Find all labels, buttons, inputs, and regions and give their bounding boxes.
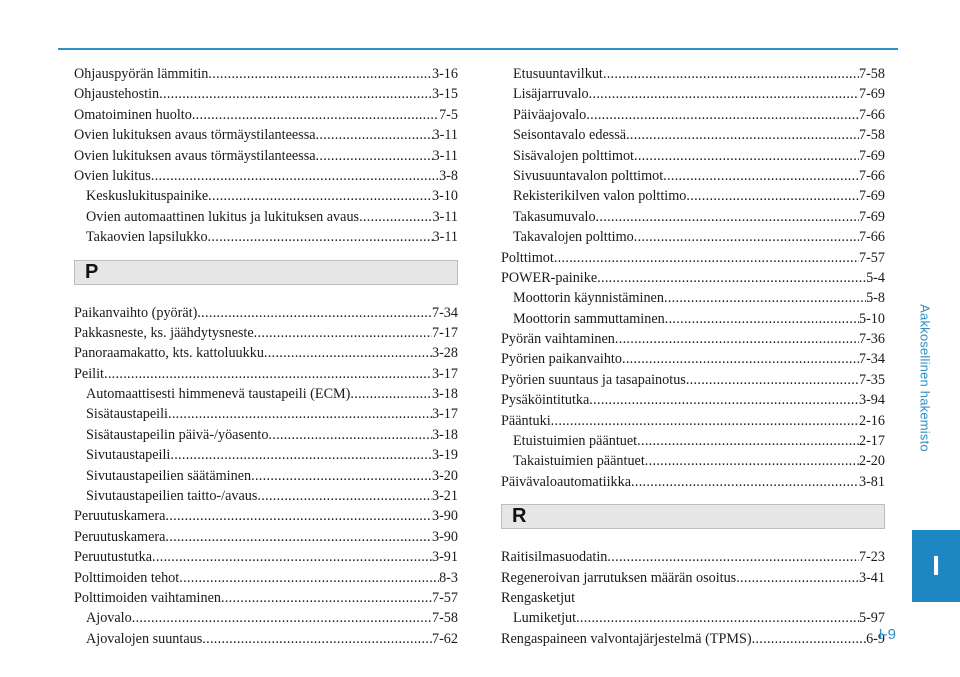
entry-page-ref: 7-69 (858, 86, 885, 103)
dot-leader (663, 166, 859, 186)
entry-page-ref: 7-5 (439, 106, 458, 123)
dot-leader (152, 547, 432, 567)
dot-leader (165, 527, 432, 547)
index-subentry (74, 466, 458, 486)
entry-page-ref: 3-17 (431, 365, 458, 382)
dot-leader (634, 227, 859, 247)
dot-leader (104, 364, 432, 384)
dot-leader (221, 588, 432, 608)
entry-text: Ajovalo (86, 610, 132, 627)
entry-text: Sisätaustapeili (86, 406, 168, 423)
entry-page-ref: 3-18 (431, 386, 458, 403)
dot-leader (736, 568, 859, 588)
entry-page-ref: 7-69 (858, 188, 885, 205)
index-subentry (501, 125, 885, 145)
dot-leader (752, 629, 867, 649)
entry-page-ref: 7-36 (858, 331, 885, 348)
entry-page-ref: 7-69 (858, 208, 885, 225)
dot-leader (686, 186, 859, 206)
dot-leader (170, 445, 432, 465)
index-entry (501, 390, 885, 410)
entry-page-ref: 3-90 (431, 508, 458, 525)
dot-leader (179, 568, 439, 588)
entry-page-ref: 7-57 (858, 249, 885, 266)
dot-leader (316, 146, 433, 166)
dot-leader (607, 547, 859, 567)
entry-text: Ohjaustehostin (74, 86, 160, 103)
dot-leader (165, 506, 432, 526)
dot-leader (208, 186, 432, 206)
entry-page-ref: 7-23 (858, 549, 885, 566)
entry-text: Sivusuuntavalon polttimot (513, 167, 664, 184)
dot-leader (554, 248, 859, 268)
index-entry (501, 411, 885, 431)
entry-page-ref: 3-19 (431, 447, 458, 464)
dot-leader (257, 486, 432, 506)
dot-leader (316, 125, 433, 145)
entry-page-ref: 2-16 (858, 412, 885, 429)
index-subentry (74, 227, 458, 247)
dot-leader (589, 390, 859, 410)
index-entry (501, 349, 885, 369)
entry-page-ref: 7-69 (858, 147, 885, 164)
header-rule (58, 48, 898, 50)
index-entry (501, 268, 885, 288)
entry-page-ref: 5-97 (858, 610, 885, 627)
index-entry (501, 629, 885, 649)
entry-page-ref: 7-58 (858, 66, 885, 82)
index-subentry (74, 629, 458, 649)
entry-text: Ajovalojen suuntaus (86, 630, 203, 647)
index-subentry (74, 445, 458, 465)
index-subentry (74, 425, 458, 445)
dot-leader (631, 472, 859, 492)
dot-leader (622, 349, 859, 369)
entry-text: Pakkasneste, ks. jäähdytysneste (74, 324, 254, 341)
dot-leader (686, 370, 859, 390)
entry-page-ref: 6-9 (866, 630, 885, 647)
dot-leader (192, 105, 439, 125)
dot-leader (637, 431, 859, 451)
index-subentry (501, 288, 885, 308)
page-number: I-9 (878, 626, 896, 643)
entry-text: Moottorin käynnistäminen (513, 290, 664, 307)
entry-text: Rengasketjut (501, 589, 576, 606)
entry-page-ref: 3-81 (858, 473, 885, 490)
entry-text: Peilit (74, 365, 104, 382)
dot-leader (603, 64, 859, 84)
dot-leader (626, 125, 859, 145)
entry-text: Päiväajovalo (513, 106, 587, 123)
entry-text: Polttimot (501, 249, 554, 266)
index-column-left (74, 64, 458, 649)
dot-leader (615, 329, 859, 349)
dot-leader (151, 166, 439, 186)
entry-page-ref: 3-11 (432, 127, 458, 144)
dot-leader (208, 64, 432, 84)
entry-page-ref: 7-35 (858, 371, 885, 388)
index-subentry (74, 186, 458, 206)
entry-page-ref: 3-10 (431, 188, 458, 205)
index-letter-heading: R (501, 504, 885, 529)
index-subentry (74, 404, 458, 424)
entry-page-ref: 3-94 (858, 392, 885, 409)
index-entry (501, 472, 885, 492)
entry-page-ref: 3-15 (431, 86, 458, 103)
dot-leader (596, 207, 859, 227)
entry-text: Takavalojen polttimo (513, 229, 634, 246)
index-column-right (501, 64, 885, 649)
entry-page-ref: 7-34 (431, 304, 458, 321)
entry-page-ref: 7-58 (858, 127, 885, 144)
entry-page-ref: 7-66 (858, 106, 885, 123)
index-subentry (501, 227, 885, 247)
entry-text: Sivutaustapeilien säätäminen (86, 467, 252, 484)
entry-text: Peruutuskamera (74, 528, 166, 545)
section-tab-label: Aakkosellinen hakemisto (917, 304, 933, 452)
index-entry (74, 364, 458, 384)
entry-text: Rekisterikilven valon polttimo (513, 188, 687, 205)
entry-page-ref: 3-20 (431, 467, 458, 484)
entry-text: Takasumuvalo (513, 208, 596, 225)
index-entry (74, 547, 458, 567)
index-entry (74, 125, 458, 145)
entry-text: Raitisilmasuodatin (501, 549, 608, 566)
entry-page-ref: 7-62 (431, 630, 458, 647)
entry-page-ref: 7-17 (431, 324, 458, 341)
entry-text: Sivutaustapeilien taitto-/avaus (86, 488, 258, 505)
entry-text: Sisätaustapeilin päivä-/yöasento (86, 426, 269, 443)
entry-page-ref: 2-20 (858, 453, 885, 470)
dot-leader (208, 227, 433, 247)
entry-text: Pääntuki (501, 412, 551, 429)
index-subentry (501, 309, 885, 329)
entry-text: Ovien automaattinen lukitus ja lukituksen avaus (86, 208, 360, 225)
entry-text: Päivävaloautomatiikka (501, 473, 632, 490)
entry-page-ref: 3-91 (431, 549, 458, 566)
index-entry (74, 146, 458, 166)
entry-text: Lumiketjut (513, 610, 577, 627)
entry-text: Pyörien paikanvaihto (501, 351, 622, 368)
entry-text: Takaovien lapsilukko (86, 229, 208, 246)
entry-page-ref: 7-58 (431, 610, 458, 627)
dot-leader (359, 207, 432, 227)
entry-text: Paikanvaihto (pyörät) (74, 304, 198, 321)
entry-page-ref: 7-66 (858, 229, 885, 246)
index-entry (74, 303, 458, 323)
index-subentry (501, 451, 885, 471)
entry-text: Sivutaustapeili (86, 447, 171, 464)
entry-page-ref: 2-17 (858, 433, 885, 450)
section-tab-letter: I (912, 530, 960, 602)
entry-text: Omatoiminen huolto (74, 106, 192, 123)
dot-leader (551, 411, 859, 431)
entry-text: Automaattisesti himmenevä taustapeili (ECM) (86, 386, 351, 403)
entry-text: Pyörän vaihtaminen (501, 331, 615, 348)
entry-text: Pysäköintitutka (501, 392, 590, 409)
dot-leader (168, 404, 432, 424)
entry-text: Peruutuskamera (74, 508, 166, 525)
index-entry (74, 166, 458, 186)
index-letter-heading: P (74, 260, 458, 285)
dot-leader (132, 608, 432, 628)
entry-text: Takaistuimien pääntuet (513, 453, 645, 470)
entry-page-ref: 7-57 (431, 589, 458, 606)
entry-text: Lisäjarruvalo (513, 86, 589, 103)
entry-page-ref: 3-17 (431, 406, 458, 423)
entry-text: Keskuslukituspainike (86, 188, 209, 205)
entry-page-ref: 3-90 (431, 528, 458, 545)
entry-page-ref: 7-66 (858, 167, 885, 184)
entry-text: Etusuuntavilkut (513, 66, 603, 82)
entry-page-ref: 3-11 (432, 208, 458, 225)
entry-text: POWER-painike (501, 269, 598, 286)
dot-leader (665, 309, 859, 329)
entry-page-ref: 5-10 (858, 310, 885, 327)
index-entry (501, 329, 885, 349)
entry-text: Rengaspaineen valvontajärjestelmä (TPMS) (501, 630, 752, 647)
index-entry (501, 588, 885, 608)
entry-page-ref: 5-8 (866, 290, 885, 307)
entry-text: Ohjauspyörän lämmitin (74, 66, 209, 82)
index-subentry (501, 431, 885, 451)
entry-page-ref: 3-41 (858, 569, 885, 586)
index-subentry (501, 207, 885, 227)
index-entry (74, 527, 458, 547)
index-subentry (74, 608, 458, 628)
index-entry (74, 588, 458, 608)
index-entry (74, 323, 458, 343)
dot-leader (634, 146, 859, 166)
dot-leader (597, 268, 866, 288)
entry-text: Ovien lukituksen avaus törmäystilanteessa (74, 147, 316, 164)
entry-text: Regeneroivan jarrutuksen määrän osoitus (501, 569, 737, 586)
dot-leader (202, 629, 432, 649)
entry-page-ref: 5-4 (866, 269, 885, 286)
entry-text: Pyörien suuntaus ja tasapainotus (501, 371, 686, 388)
entry-page-ref: 3-11 (432, 147, 458, 164)
index-entry (501, 568, 885, 588)
entry-text: Polttimoiden tehot (74, 569, 180, 586)
index-entry (74, 568, 458, 588)
index-entry (501, 547, 885, 567)
index-subentry (74, 207, 458, 227)
index-subentry (501, 146, 885, 166)
entry-text: Ovien lukituksen avaus törmäystilanteessa (74, 127, 316, 144)
index-entry (74, 64, 458, 84)
index-subentry (501, 186, 885, 206)
index-entry (74, 506, 458, 526)
index-entry (74, 105, 458, 125)
index-entry (74, 84, 458, 104)
dot-leader (589, 84, 859, 104)
index-subentry (501, 166, 885, 186)
entry-page-ref: 3-11 (432, 229, 458, 246)
entry-page-ref: 7-34 (858, 351, 885, 368)
dot-leader (197, 303, 432, 323)
entry-text: Ovien lukitus (74, 167, 151, 184)
entry-page-ref: 3-28 (431, 345, 458, 362)
entry-text: Polttimoiden vaihtaminen (74, 589, 221, 606)
dot-leader (251, 466, 432, 486)
dot-leader (586, 105, 859, 125)
entry-text: Etuistuimien pääntuet (513, 433, 638, 450)
entry-page-ref: 3-21 (431, 488, 458, 505)
index-subentry (501, 64, 885, 84)
index-subentry (74, 384, 458, 404)
index-entry (501, 370, 885, 390)
dot-leader (264, 343, 432, 363)
entry-page-ref: 3-18 (431, 426, 458, 443)
index-subentry (501, 84, 885, 104)
dot-leader (268, 425, 432, 445)
dot-leader (645, 451, 859, 471)
dot-leader (576, 608, 859, 628)
index-subentry (501, 608, 885, 628)
dot-leader (350, 384, 432, 404)
dot-leader (254, 323, 432, 343)
dot-leader (159, 84, 432, 104)
entry-text: Panoraamakatto, kts. kattoluukku (74, 345, 264, 362)
index-entry (501, 248, 885, 268)
entry-text: Moottorin sammuttaminen (513, 310, 665, 327)
index-entry (74, 343, 458, 363)
entry-page-ref: 3-16 (431, 66, 458, 82)
entry-text: Peruutustutka (74, 549, 153, 566)
entry-page-ref: 3-8 (439, 167, 458, 184)
entry-text: Seisontavalo edessä (513, 127, 627, 144)
index-subentry (74, 486, 458, 506)
entry-page-ref: 8-3 (439, 569, 458, 586)
entry-text: Sisävalojen polttimot (513, 147, 634, 164)
index-subentry (501, 105, 885, 125)
dot-leader (664, 288, 866, 308)
